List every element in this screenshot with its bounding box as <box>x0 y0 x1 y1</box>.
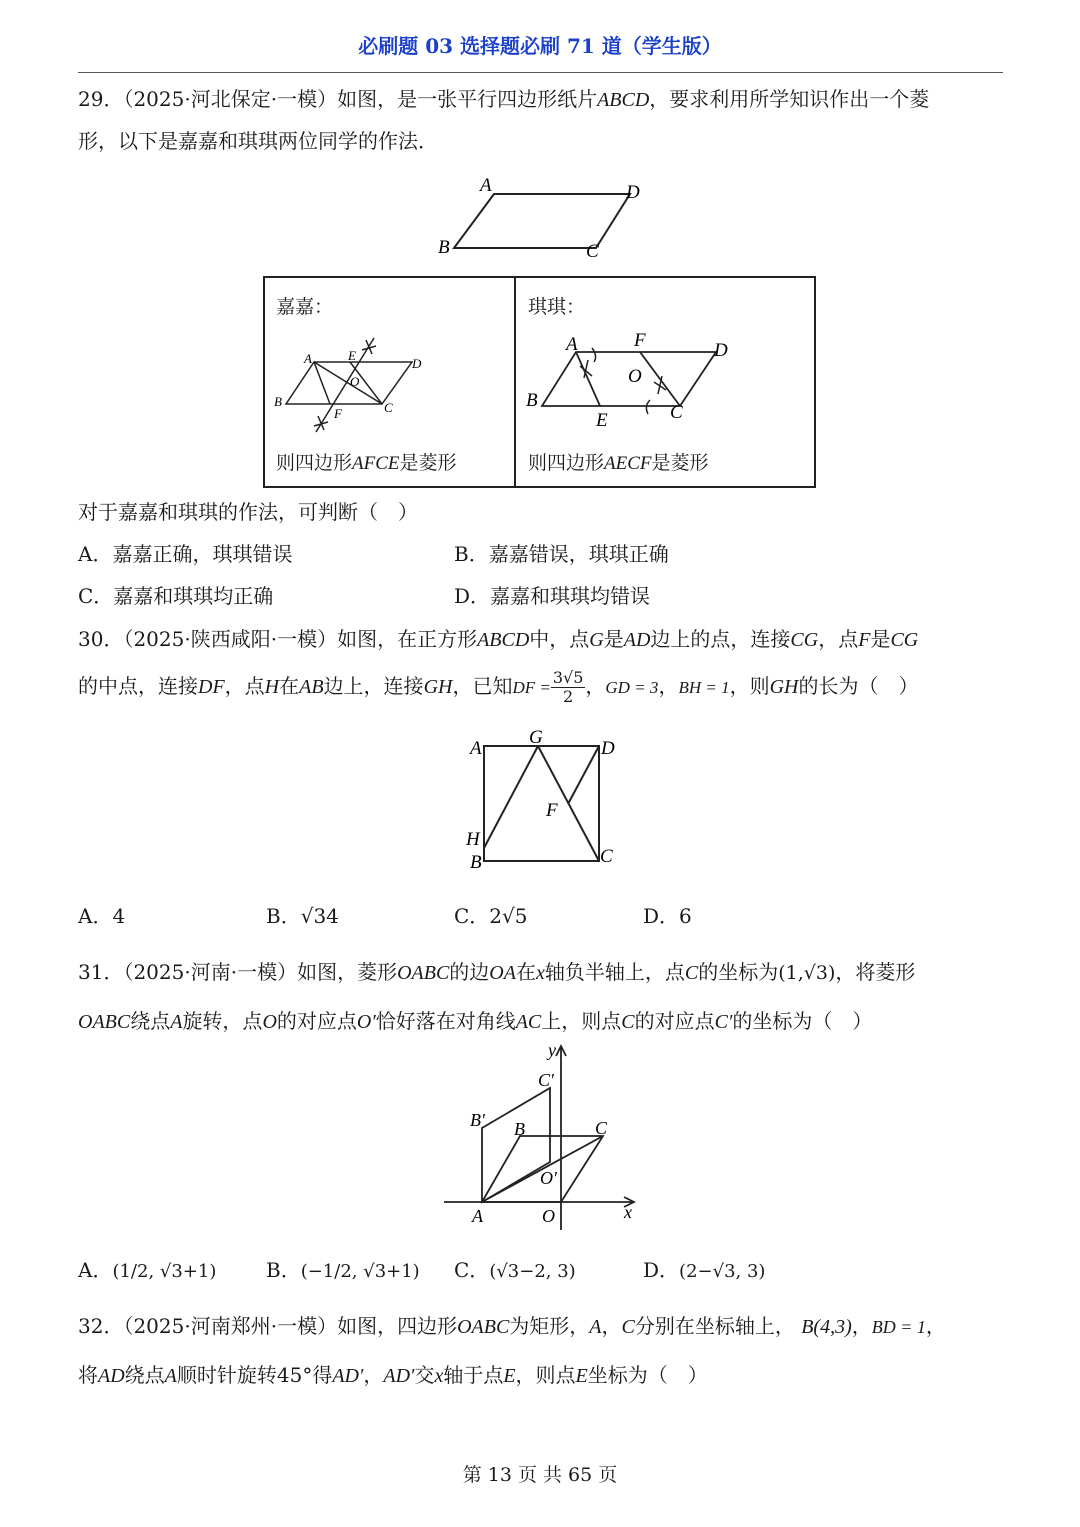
svg-text:B: B <box>514 1119 525 1139</box>
qiqi-conclusion: 则四边形AECF是菱形 <box>528 452 709 474</box>
svg-text:G: G <box>529 727 543 748</box>
svg-text:A: A <box>304 351 312 366</box>
q31-coordinate-figure <box>440 1040 640 1232</box>
label-d: D <box>626 182 640 203</box>
parallelogram-abcd <box>454 194 630 248</box>
svg-text:F: F <box>334 406 342 421</box>
jiajia-figure <box>266 332 426 440</box>
qiqi-figure <box>520 328 740 438</box>
q29-option-c: C．嘉嘉和琪琪均正确 <box>78 584 274 608</box>
q31-option-a: A．(1/2, √3+1) <box>78 1258 217 1282</box>
q31-option-c: C．(√3−2, 3) <box>454 1258 576 1282</box>
svg-text:x: x <box>624 1202 632 1222</box>
q30-option-b: B．√34 <box>266 904 339 928</box>
q31-option-d: D．(2−√3, 3) <box>643 1258 766 1282</box>
svg-text:B: B <box>526 390 538 411</box>
q31-option-b: B．(−1/2, √3+1) <box>266 1258 420 1282</box>
page-footer: 第 13 页 共 65 页 <box>462 1464 618 1486</box>
jiajia-title: 嘉嘉： <box>276 296 334 318</box>
svg-text:O′: O′ <box>540 1168 557 1188</box>
q30-option-d: D．6 <box>643 904 692 928</box>
svg-text:H: H <box>466 829 480 850</box>
q29-option-b: B．嘉嘉错误，琪琪正确 <box>454 542 669 566</box>
svg-text:C: C <box>600 846 613 867</box>
q32-line2: 将AD绕点A顺时针旋转45°得AD′，AD′交x轴于点E，则点E坐标为（ ） <box>78 1363 708 1387</box>
q31-number: 31． <box>78 960 124 984</box>
svg-text:C′: C′ <box>538 1070 554 1090</box>
svg-text:B: B <box>470 852 482 873</box>
q32-line1: 32．（2025·河南郑州·一模）如图，四边形OABC为矩形，A，C分别在坐标轴上， B(4,3)，BD = 1， <box>78 1314 946 1338</box>
svg-text:O: O <box>542 1206 555 1226</box>
svg-text:A: A <box>470 738 482 759</box>
svg-text:C: C <box>670 402 683 423</box>
svg-text:D: D <box>412 356 422 371</box>
header-rule <box>78 72 1003 73</box>
svg-text:C: C <box>595 1118 608 1138</box>
svg-text:A: A <box>472 1206 483 1226</box>
svg-text:E: E <box>596 410 608 431</box>
q29-number: 29． <box>78 87 124 111</box>
q29-methods-divider <box>514 276 516 488</box>
label-b: B <box>438 237 450 258</box>
svg-text:D: D <box>601 738 615 759</box>
q29-prompt: 对于嘉嘉和琪琪的作法，可判断（ ） <box>78 500 418 524</box>
q31-line1: 31．（2025·河南·一模）如图，菱形OABC的边OA在x轴负半轴上，点C的坐标为(1,√3)，将菱形 <box>78 960 916 984</box>
svg-text:O: O <box>628 366 642 387</box>
q30-line1: 30．（2025·陕西咸阳·一模）如图，在正方形ABCD中，点G是AD边上的点，连接CG，点F是CG <box>78 627 919 651</box>
q29-option-d: D．嘉嘉和琪琪均错误 <box>454 584 651 608</box>
page-header: 必刷题 03 选择题必刷 71 道（学生版） <box>358 34 722 58</box>
q29-line1: 29．（2025·河北保定·一模）如图，是一张平行四边形纸片ABCD，要求利用所学知识作出一个菱 <box>78 87 930 111</box>
svg-text:C: C <box>384 400 393 415</box>
qiqi-title: 琪琪： <box>528 296 586 318</box>
q30-option-c: C．2√5 <box>454 904 528 928</box>
q31-line2: OABC绕点A旋转，点O的对应点O′恰好落在对角线AC上，则点C的对应点C′的坐标为（ ） <box>78 1009 873 1033</box>
q29-line2: 形，以下是嘉嘉和琪琪两位同学的作法． <box>78 129 438 153</box>
q30-square-figure <box>462 724 622 874</box>
svg-text:F: F <box>634 330 646 351</box>
q30-option-a: A．4 <box>78 904 126 928</box>
svg-text:E: E <box>348 348 356 363</box>
df-fraction: $\frac{3√5}{2}$ <box>552 668 584 706</box>
svg-text:B′: B′ <box>470 1110 485 1130</box>
svg-text:B: B <box>274 394 282 409</box>
label-a: A <box>480 175 492 196</box>
svg-text:F: F <box>546 800 558 821</box>
q32-number: 32． <box>78 1314 124 1338</box>
q29-option-a: A．嘉嘉正确，琪琪错误 <box>78 542 293 566</box>
svg-text:y: y <box>548 1040 556 1060</box>
q30-line2: 的中点，连接DF，点H在AB边上，连接GH，已知DF = $\frac{3√5}{2}$ ，GD = 3，BH = 1，则GH的长为（ ） <box>78 668 919 706</box>
svg-text:A: A <box>566 334 578 355</box>
svg-text:D: D <box>714 340 728 361</box>
svg-text:O: O <box>350 374 360 389</box>
jiajia-conclusion: 则四边形AFCE是菱形 <box>276 452 457 474</box>
q30-number: 30． <box>78 627 124 651</box>
q29-parallelogram-figure <box>430 172 650 262</box>
label-c: C <box>586 241 599 262</box>
